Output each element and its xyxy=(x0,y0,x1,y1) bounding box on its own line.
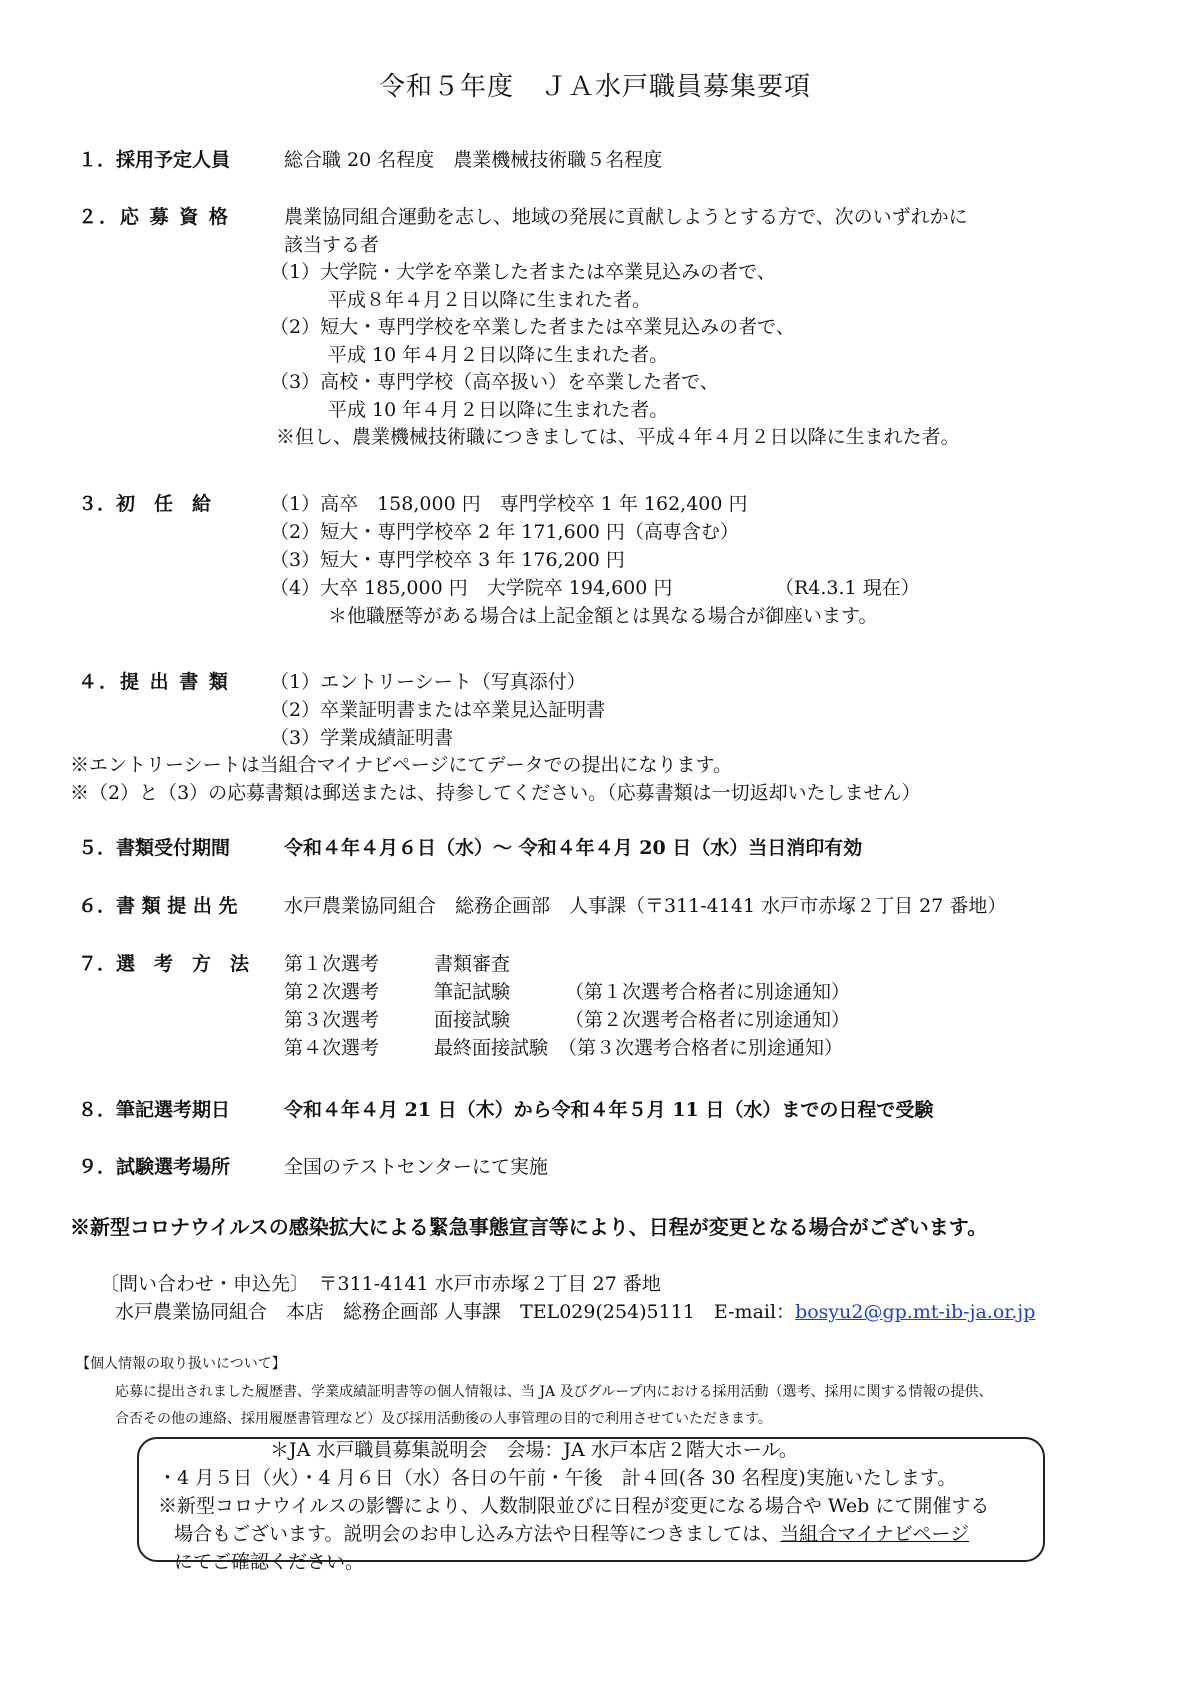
contact-line-2 xyxy=(115,1299,1035,1325)
eligibility-item-2: （2）短大・専門学校を卒業した者または卒業見込みの者で、 xyxy=(270,316,795,338)
selection-stage-2-note: （第１次選考合格者に別途通知） xyxy=(565,981,851,1003)
eligibility-item-2-cont: 平成 10 年４月２日以降に生まれた者。 xyxy=(328,344,669,366)
written-exam-dates-text: 令和４年４月 21 日（木）から令和４年５月 11 日（水）までの日程で受験 xyxy=(284,1099,934,1121)
submission-address-text: 水戸農業協同組合 総務企画部 人事課（〒311-4141 水戸市赤塚２丁目 27 番地） xyxy=(284,895,1007,917)
briefing-line-3: ※新型コロナウイルスの影響により、人数制限並びに日程が変更になる場合や Web にて開催する xyxy=(158,1495,990,1517)
selection-stage-3: 第３次選考 xyxy=(284,1009,380,1031)
section-label-documents: ４．提 出 書 類 xyxy=(78,671,230,693)
section-label-exam-location: ９．試験選考場所 xyxy=(78,1156,231,1178)
documents-item-2: （2）卒業証明書または卒業見込証明書 xyxy=(270,699,606,721)
section-label-selection-method: ７．選 考 方 法 xyxy=(78,953,250,975)
covid-notice: ※新型コロナウイルスの感染拡大による緊急事態宣言等により、日程が変更となる場合がございます。 xyxy=(70,1215,988,1239)
eligibility-item-1: （1）大学院・大学を卒業した者または卒業見込みの者で、 xyxy=(270,261,776,283)
eligibility-item-3: （3）高校・専門学校（高卒扱い）を卒業した者で、 xyxy=(270,371,719,393)
contact-details: 水戸農業協同組合 本店 総務企画部 人事課 TEL029(254)5111 E-mail： xyxy=(115,1301,796,1323)
selection-stage-4-type: 最終面接試験 xyxy=(434,1037,549,1059)
salary-item-2: （2）短大・専門学校卒 2 年 171,600 円（高専含む） xyxy=(270,521,739,543)
privacy-line-1: 応募に提出されました履歴書、学業成績証明書等の個人情報は、当 JA 及びグループ内における採用活動（選考、採用に関する情報の提供、 xyxy=(115,1384,993,1400)
section-label-written-exam-dates: ８．筆記選考期日 xyxy=(78,1099,231,1121)
contact-email-link[interactable]: bosyu2@gp.mt-ib-ja.or.jp xyxy=(795,1301,1036,1323)
privacy-line-2: 合否その他の連絡、採用履歴書管理など）及び採用活動後の人事管理の目的で利用させていただきます。 xyxy=(115,1411,772,1427)
eligibility-item-1-cont: 平成８年４月２日以降に生まれた者。 xyxy=(328,289,652,311)
briefing-line-4 xyxy=(174,1521,969,1547)
documents-item-1: （1）エントリーシート（写真添付） xyxy=(270,671,586,693)
section-label-submission-address: ６．書 類 提 出 先 xyxy=(78,895,238,917)
selection-stage-4-note: （第３次選考合格者に別途通知） xyxy=(558,1037,844,1059)
documents-note-1: ※エントリーシートは当組合マイナビページにてデータでの提出になります。 xyxy=(70,754,732,776)
salary-item-1: （1）高卒 158,000 円 専門学校卒 1 年 162,400 円 xyxy=(270,493,748,515)
section-label-salary: ３．初 任 給 xyxy=(78,493,212,515)
selection-stage-2: 第２次選考 xyxy=(284,981,380,1003)
briefing-line-5: にてご確認ください。 xyxy=(174,1551,365,1573)
salary-as-of-date: （R4.3.1 現在） xyxy=(775,577,920,599)
selection-stage-1-type: 書類審査 xyxy=(434,953,511,975)
briefing-line-1: ＊JA 水戸職員募集説明会 会場：JA 水戸本店２階大ホール。 xyxy=(270,1439,798,1461)
section-label-recruits: １．採用予定人員 xyxy=(78,149,231,171)
salary-note: ＊他職歴等がある場合は上記金額とは異なる場合が御座います。 xyxy=(328,605,878,627)
documents-item-3: （3）学業成績証明書 xyxy=(270,727,454,749)
eligibility-item-3-cont: 平成 10 年４月２日以降に生まれた者。 xyxy=(328,399,669,421)
contact-line-1: 〔問い合わせ・申込先〕 〒311-4141 水戸市赤塚２丁目 27 番地 xyxy=(100,1273,661,1295)
selection-stage-4: 第４次選考 xyxy=(284,1037,380,1059)
documents-note-2: ※（2）と（3）の応募書類は郵送または、持参してください。（応募書類は一切返却いたしません） xyxy=(70,782,921,804)
eligibility-intro-cont: 該当する者 xyxy=(284,234,380,256)
acceptance-period-text: 令和４年４月６日（水）～ 令和４年４月 20 日（水）当日消印有効 xyxy=(284,837,863,859)
privacy-heading: 【個人情報の取り扱いについて】 xyxy=(76,1356,286,1372)
salary-item-3: （3）短大・専門学校卒 3 年 176,200 円 xyxy=(270,549,625,571)
section-label-eligibility: ２．応 募 資 格 xyxy=(78,206,230,228)
briefing-line-4-text: 場合もございます。説明会のお申し込み方法や日程等につきましては、 xyxy=(174,1523,781,1545)
page-title: 令和５年度 ＪＡ水戸職員募集要項 xyxy=(378,72,811,102)
exam-location-text: 全国のテストセンターにて実施 xyxy=(284,1156,548,1178)
selection-stage-1: 第１次選考 xyxy=(284,953,380,975)
mynavi-page-link[interactable]: 当組合マイナビページ xyxy=(780,1523,969,1545)
eligibility-note: ※但し、農業機械技術職につきましては、平成４年４月２日以降に生まれた者。 xyxy=(276,426,960,448)
section-label-acceptance-period: ５．書類受付期間 xyxy=(78,837,231,859)
salary-item-4: （4）大卒 185,000 円 大学院卒 194,600 円 xyxy=(270,577,673,599)
recruits-text: 総合職 20 名程度 農業機械技術職５名程度 xyxy=(284,149,663,171)
briefing-line-2: ・4 月５日（火）・4 月６日（水）各日の午前・午後 計４回(各 30 名程度)実施いたします。 xyxy=(158,1467,957,1489)
selection-stage-3-note: （第２次選考合格者に別途通知） xyxy=(565,1009,851,1031)
selection-stage-2-type: 筆記試験 xyxy=(434,981,511,1003)
selection-stage-3-type: 面接試験 xyxy=(434,1009,511,1031)
eligibility-intro: 農業協同組合運動を志し、地域の発展に貢献しようとする方で、次のいずれかに xyxy=(284,206,968,228)
